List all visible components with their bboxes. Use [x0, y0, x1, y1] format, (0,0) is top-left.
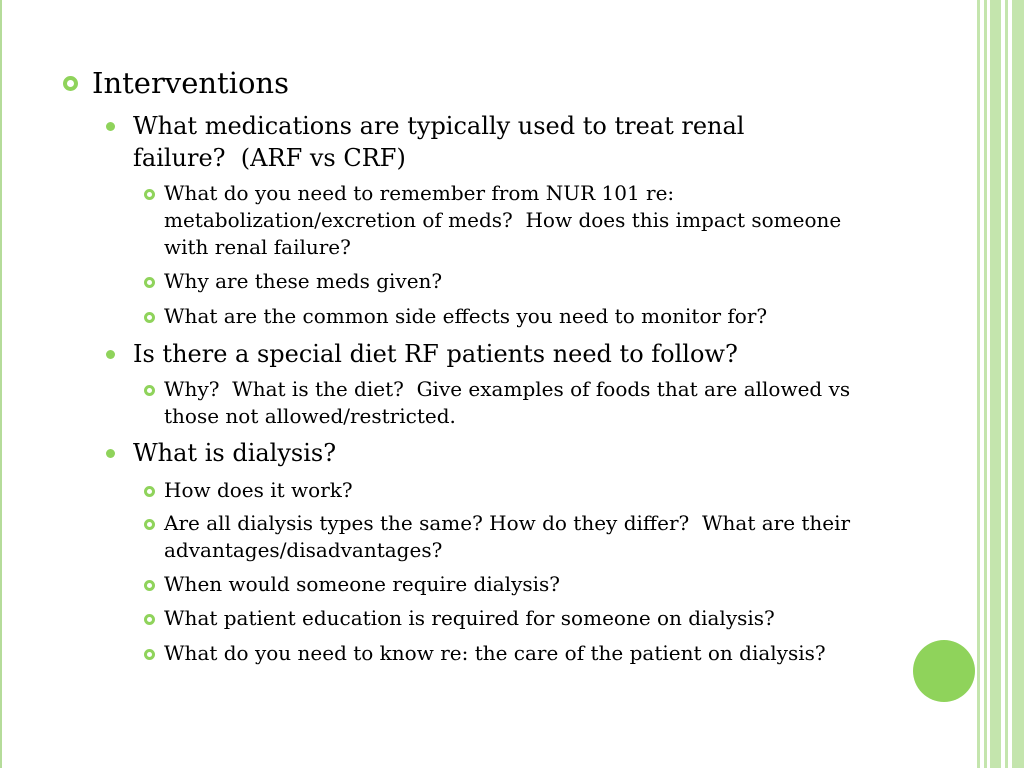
decorative-stripe	[990, 0, 1001, 768]
ring-bullet-icon	[144, 277, 155, 288]
sub-bullet-item	[143, 640, 869, 667]
sub-bullet-item	[143, 180, 869, 261]
ring-bullet-icon	[144, 189, 155, 200]
ring-bullet-icon	[63, 76, 78, 91]
sub-bullet-item	[143, 268, 869, 295]
bullet-text: What is dialysis?	[133, 439, 337, 467]
bullet-text: What medications are typically used to treat renal failure? (ARF vs CRF)	[133, 112, 753, 172]
heading-text: Interventions	[92, 66, 289, 100]
dot-bullet-icon	[106, 350, 115, 359]
sub-bullet-text: What are the common side effects you need to monitor for?	[164, 304, 768, 328]
bullet-text: Is there a special diet RF patients need to follow?	[133, 340, 738, 368]
sub-bullet-item	[143, 510, 869, 564]
ring-bullet-icon	[144, 614, 155, 625]
heading-item	[63, 66, 892, 100]
ring-bullet-icon	[144, 385, 155, 396]
decorative-stripe	[1012, 0, 1024, 768]
ring-bullet-icon	[144, 580, 155, 591]
sub-bullet-item	[143, 571, 869, 598]
dot-bullet-icon	[106, 449, 115, 458]
sub-bullet-text: Why are these meds given?	[164, 269, 443, 293]
sub-bullet-item	[143, 605, 869, 632]
ring-bullet-icon	[144, 486, 155, 497]
bullet-item	[103, 437, 833, 469]
decorative-stripe	[984, 0, 987, 768]
sub-bullet-text: What do you need to know re: the care of the patient on dialysis?	[164, 641, 826, 665]
sub-bullet-text: What patient education is required for someone on dialysis?	[164, 606, 775, 630]
ring-bullet-icon	[144, 312, 155, 323]
sub-bullet-text: How does it work?	[164, 478, 353, 502]
bullet-item	[103, 110, 833, 174]
sub-bullet-item	[143, 303, 869, 330]
ring-bullet-icon	[144, 519, 155, 530]
bullet-item	[103, 338, 833, 370]
dot-bullet-icon	[106, 122, 115, 131]
sub-bullet-text: Are all dialysis types the same? How do they differ? What are their advantages/disadvantages?	[164, 511, 857, 562]
sub-bullet-text: What do you need to remember from NUR 101 re: metabolization/excretion of meds? How does this impact someone with renal failure?	[164, 181, 848, 259]
decorative-stripe	[977, 0, 980, 768]
sub-bullet-text: When would someone require dialysis?	[164, 572, 561, 596]
decorative-stripe	[1005, 0, 1008, 768]
ring-bullet-icon	[144, 649, 155, 660]
decorative-circle	[913, 640, 975, 702]
sub-bullet-text: Why? What is the diet? Give examples of foods that are allowed vs those not allowed/restricted.	[164, 377, 857, 428]
sub-bullet-item	[143, 477, 869, 504]
sub-bullet-item	[143, 376, 869, 430]
left-rule	[0, 0, 2, 768]
